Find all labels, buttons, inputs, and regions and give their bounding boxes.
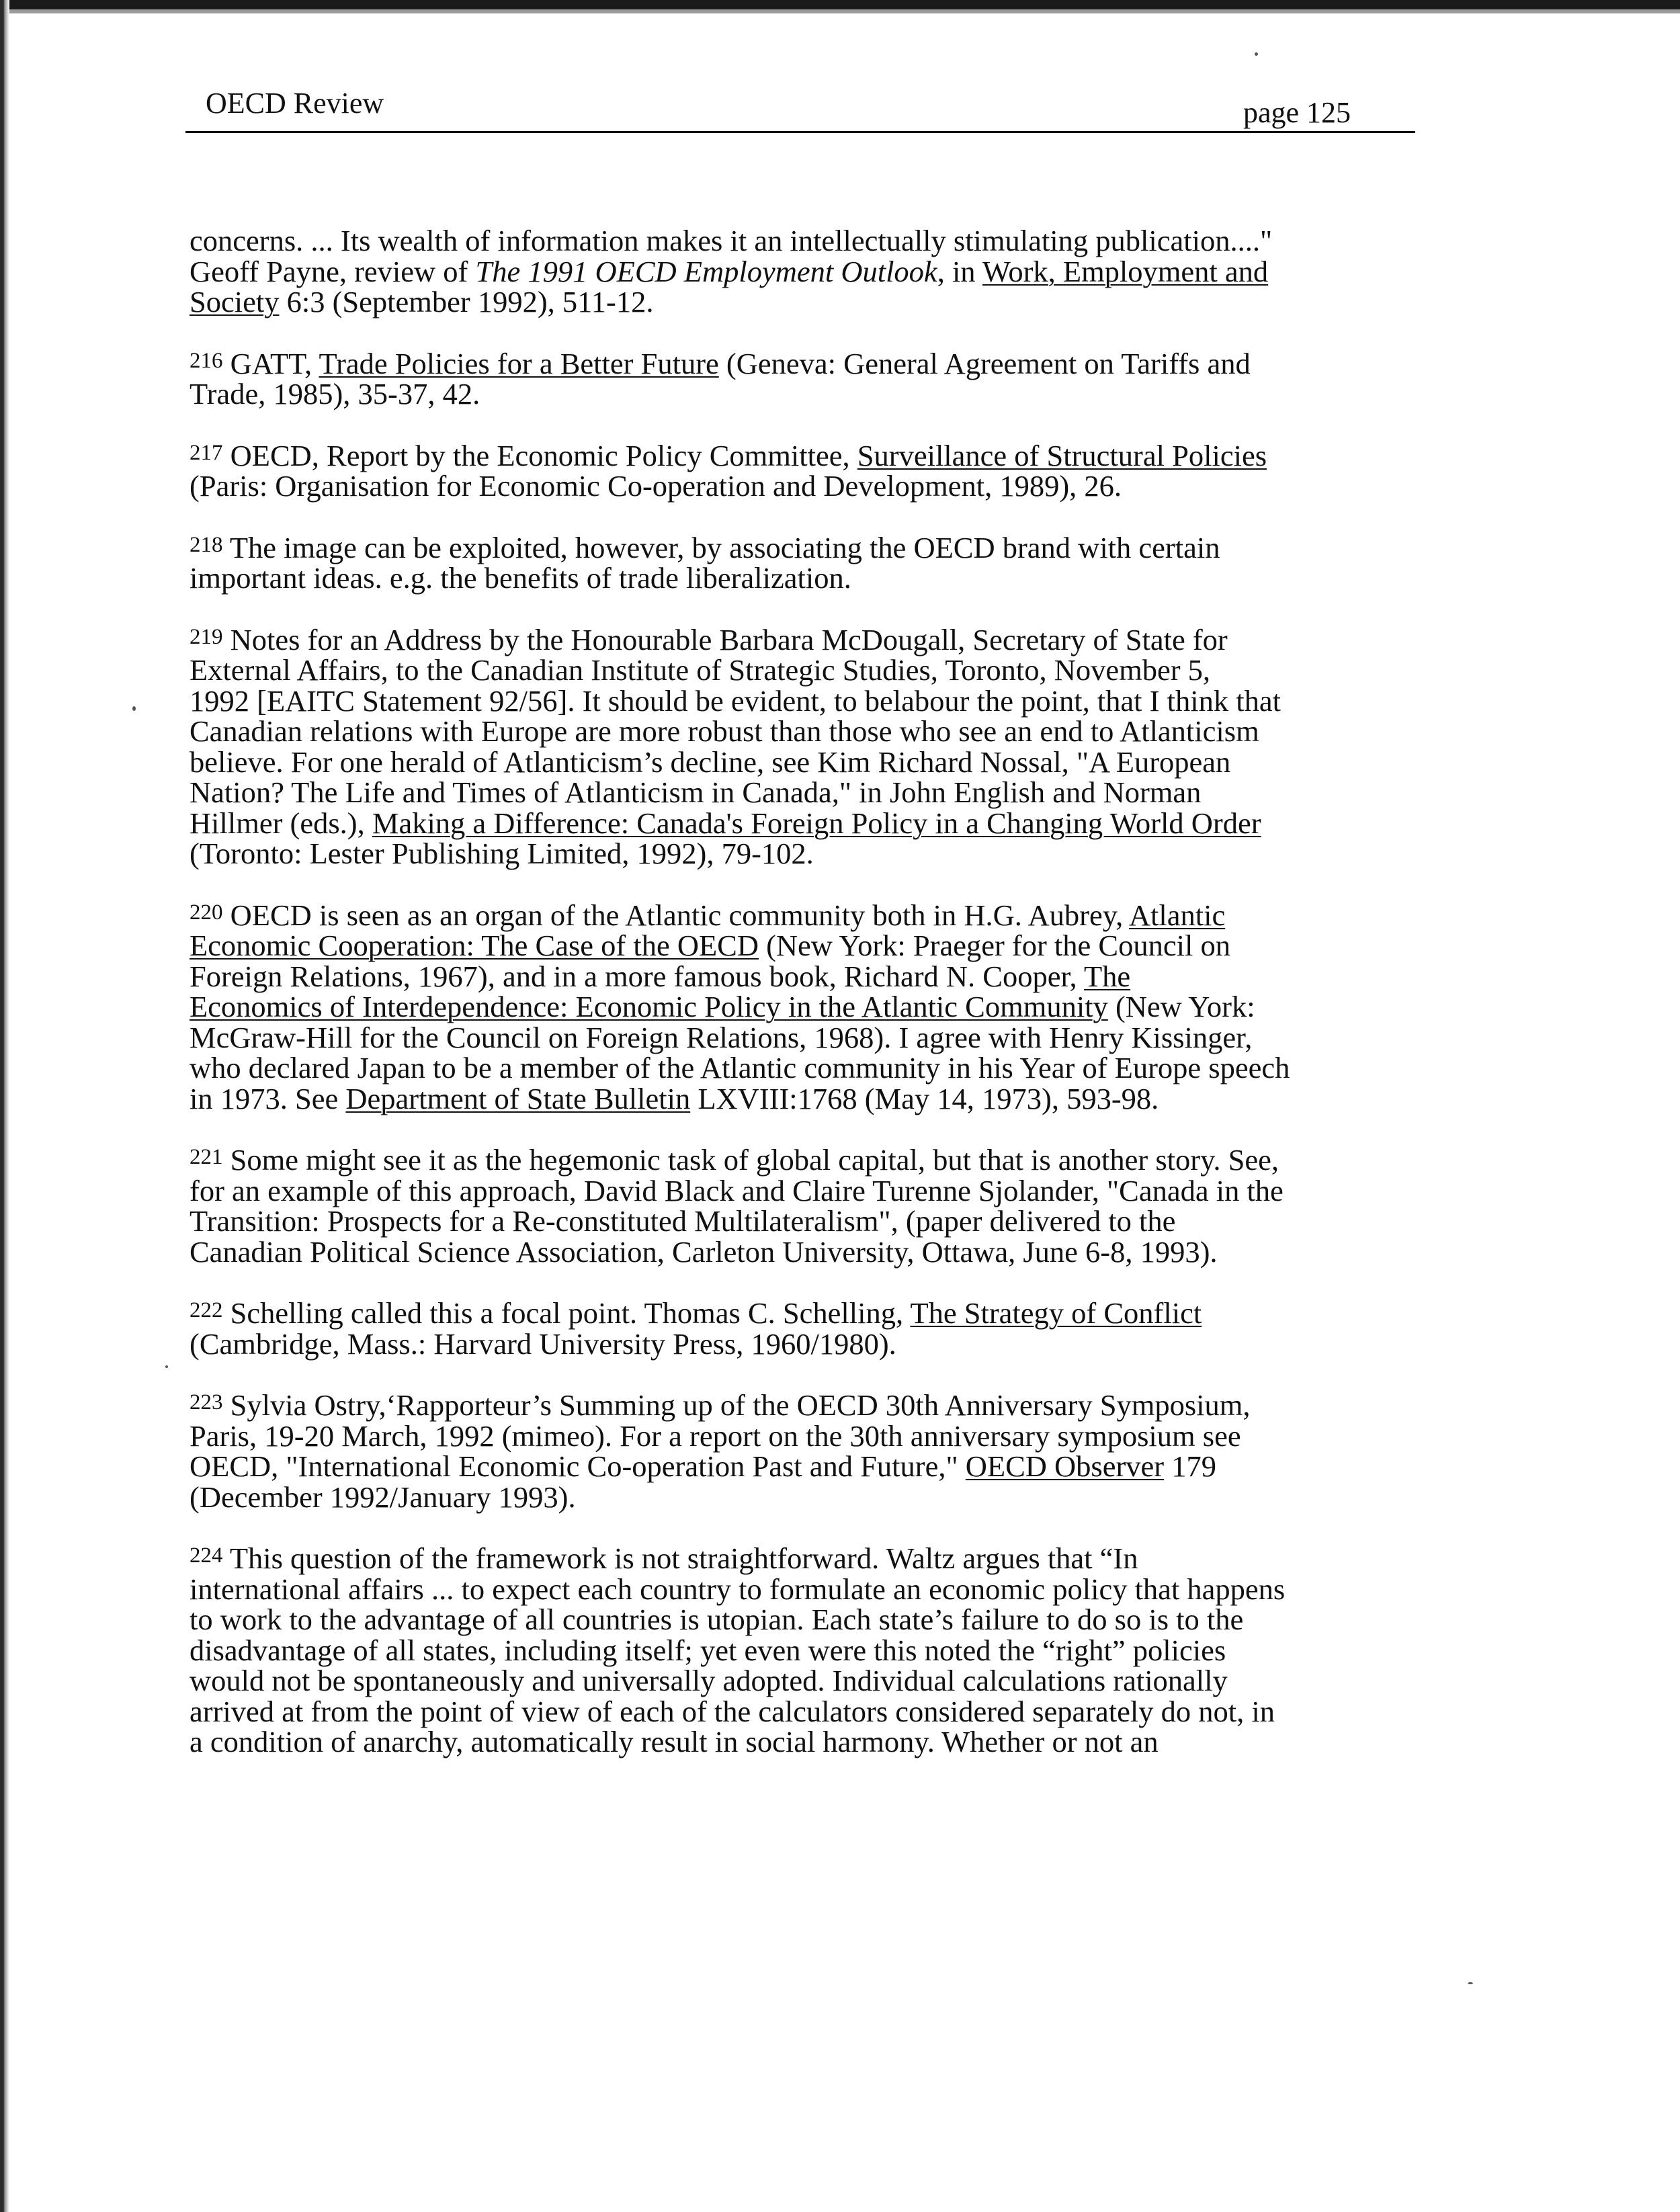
footnote-marker: 216	[190, 348, 223, 373]
cited-title: Department of State Bulletin	[345, 1081, 691, 1115]
scan-border-top-shadow	[0, 9, 1680, 13]
footnote-217: $^{217}$ OECD, Report by the Economic Policy Committee, Surveillance of Structural Policies (Paris: Organisation for Economic Co-operation and Development, 1989), 26.	[190, 438, 1267, 503]
cited-title: Making a Difference: Canada's Foreign Policy in a Changing World Order	[372, 806, 1261, 840]
cited-title: Surveillance of Structural Policies	[857, 438, 1267, 472]
footnote-220: $^{220}$ OECD is seen as an organ of the Atlantic community both in H.G. Aubrey, Atlantic Economic Cooperation: The Case of the OECD (New York: Praeger for the Council on Foreign Relations, 1967), and in a more famous book, Richard N. Cooper, The Economics of Interdependence: Economic Policy in the Atlantic Community (New York: McGraw-Hill for the Council on Foreign Relations, 1968). I agree with Henry Kissinger, who declared Japan to be a member of the Atlantic community in his Year of Europe speech in 1973. See Department of State Bulletin LXVIII:1768 (May 14, 1973), 593-98.	[190, 898, 1290, 1115]
cited-title: The	[1083, 959, 1131, 993]
cited-title: Trade Policies for a Better Future	[319, 346, 719, 380]
footnote-marker: 222	[190, 1298, 223, 1322]
footnote-marker: 223	[190, 1390, 223, 1414]
cited-title: Economics of Interdependence: Economic Policy in the Atlantic Community	[190, 990, 1108, 1023]
footnote-marker: 224	[190, 1543, 223, 1568]
scan-border-top	[0, 0, 1680, 9]
scan-speck	[1255, 52, 1258, 56]
footnote-marker: 217	[190, 440, 223, 465]
cited-title-italic: The 1991 OECD Employment Outlook	[475, 254, 937, 288]
cited-title: OECD Observer	[965, 1449, 1165, 1483]
header-rule	[185, 131, 1415, 133]
cited-title: Society	[190, 285, 280, 318]
scan-speck	[1468, 1982, 1473, 1984]
page-header	[185, 82, 1415, 136]
footnote-marker: 220	[190, 900, 223, 925]
footnote-218: $^{218}$ The image can be exploited, however, by associating the OECD brand with certain important ideas. e.g. the benefits of trade liberalization.	[190, 530, 1220, 595]
running-title: OECD Review	[206, 87, 384, 120]
scan-speck	[132, 706, 136, 711]
scan-speck	[165, 1365, 168, 1368]
cited-title: Work, Employment and	[982, 254, 1269, 288]
footnote-224: $^{224}$ This question of the framework is not straightforward. Waltz argues that “In international affairs ... to expect each country to formulate an economic policy that happens to work to the advantage of all countries is utopian. Each state’s failure to do so is to the disadvantage of all states, including itself; yet even were this noted the “right” policies would not be spontaneously and universally adopted. Individual calculations rationally arrived at from the point of view of each of the calculators considered separately do not, in a condition of anarchy, automatically result in social harmony. Whether or not an	[190, 1541, 1286, 1758]
scan-border-left	[0, 0, 9, 2212]
footnote-marker: 221	[190, 1145, 223, 1169]
page-number: page 125	[1243, 96, 1351, 129]
footnote-219: $^{219}$ Notes for an Address by the Honourable Barbara McDougall, Secretary of State for External Affairs, to the Canadian Institute of Strategic Studies, Toronto, November 5, 1992 [EAITC Statement 92/56]. It should be evident, to belabour the point, that I think that Canadian relations with Europe are more robust than those who see an end to Atlanticism believe. For one herald of Atlanticism’s decline, see Kim Richard Nossal, "A European Nation? The Life and Times of Atlanticism in Canada," in John English and Norman Hillmer (eds.), Making a Difference: Canada's Foreign Policy in a Changing World Order (Toronto: Lester Publishing Limited, 1992), 79-102.	[190, 622, 1281, 870]
footnote-223: $^{223}$ Sylvia Ostry,‘Rapporteur’s Summing up of the OECD 30th Anniversary Symposium, Paris, 19-20 March, 1992 (mimeo). For a report on the 30th anniversary symposium see OECD, "International Economic Co-operation Past and Future," OECD Observer 179 (December 1992/January 1993).	[190, 1388, 1251, 1514]
cited-title: Economic Cooperation: The Case of the OECD	[190, 929, 759, 962]
cited-title: The Strategy of Conflict	[910, 1296, 1202, 1330]
footnote-marker: 218	[190, 532, 223, 557]
footnote-marker: 219	[190, 624, 223, 649]
footnote-222: $^{222}$ Schelling called this a focal point. Thomas C. Schelling, The Strategy of Conflict (Cambridge, Mass.: Harvard University Press, 1960/1980).	[190, 1296, 1202, 1361]
footnote-continued: concerns. ... Its wealth of information makes it an intellectually stimulating publication...." Geoff Payne, review of The 1991 OECD Employment Outlook, in Work, Employment and Society 6:3 (September 1992), 511-12.	[190, 224, 1273, 318]
footnote-221: $^{221}$ Some might see it as the hegemonic task of global capital, but that is another story. See, for an example of this approach, David Black and Claire Turenne Sjolander, "Canada in the Transition: Prospects for a Re-constituted Multilateralism", (paper delivered to the Canadian Political Science Association, Carleton University, Ottawa, June 6-8, 1993).	[190, 1143, 1284, 1269]
footnote-216: $^{216}$ GATT, Trade Policies for a Better Future (Geneva: General Agreement on Tariffs and Trade, 1985), 35-37, 42.	[190, 346, 1251, 411]
cited-title: Atlantic	[1128, 898, 1226, 932]
footnotes-body	[190, 226, 1413, 1758]
